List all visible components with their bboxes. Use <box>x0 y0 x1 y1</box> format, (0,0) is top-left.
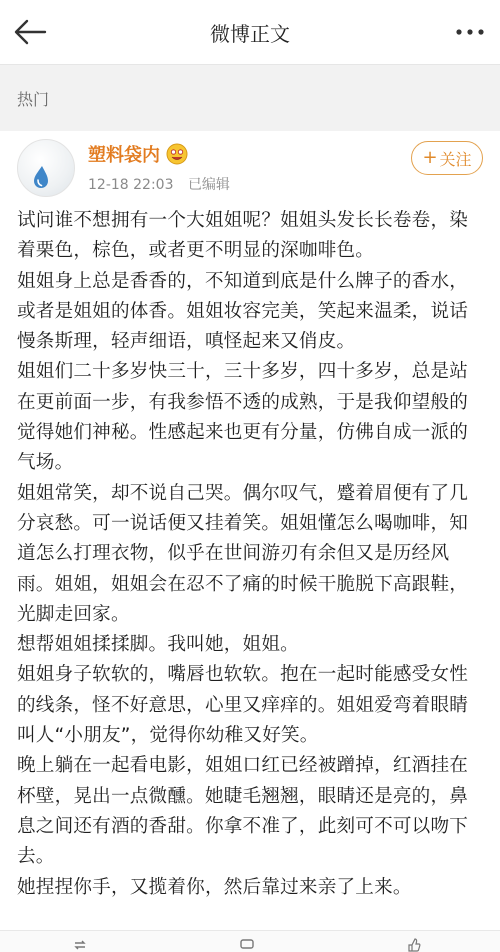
follow-button[interactable] <box>411 141 483 175</box>
post-paragraph: 姐姐身子软软的，嘴唇也软软。抱在一起时能感受女性的线条，怪不好意思，心里又痒痒的。姐姐爱弯着眼睛叫人“小朋友”，觉得你幼稚又好笑。 <box>17 664 469 747</box>
emoji-badge-icon <box>166 143 188 165</box>
top-bar <box>0 0 500 65</box>
like-icon <box>406 937 422 952</box>
post-body <box>17 206 483 903</box>
post-paragraph: 试问谁不想拥有一个大姐姐呢？姐姐头发长长卷卷，染着栗色，棕色，或者更不明显的深咖啡色。 <box>17 210 469 262</box>
user-name[interactable]: 塑料袋内 <box>88 145 160 166</box>
user-name-row <box>88 141 188 167</box>
post-paragraph: 姐姐身上总是香香的，不知道到底是什么牌子的香水，或者是姐姐的体香。姐姐妆容完美，笑起来温柔，说话慢条斯理，轻声细语，嗔怪起来又俏皮。 <box>17 270 469 353</box>
avatar[interactable] <box>17 139 75 197</box>
like-button[interactable] <box>406 937 428 952</box>
post-paragraph: 想帮姐姐揉揉脚。我叫她，姐姐。 <box>17 634 299 656</box>
plus-icon: + <box>422 147 438 168</box>
page-title: 微博正文 <box>210 21 290 46</box>
droplet-avatar-icon <box>18 140 74 196</box>
post-meta <box>88 174 230 194</box>
more-button[interactable] <box>450 12 490 52</box>
post-paragraph: 晚上躺在一起看电影，姐姐口红已经被蹭掉，红酒挂在杯壁，晃出一点微醺。她睫毛翘翘，眼睛还是亮的，鼻息之间还有酒的香甜。你拿不准了，此刻可不可以吻下去。 <box>17 755 469 868</box>
repost-icon <box>72 937 88 952</box>
section-label-hot: 热门 <box>17 89 50 109</box>
repost-button[interactable] <box>72 937 94 952</box>
post-timestamp: 12-18 22:03 <box>88 177 174 193</box>
arrow-left-icon <box>13 19 47 45</box>
action-bar <box>0 930 500 952</box>
edited-label: 已编辑 <box>187 177 230 193</box>
follow-label: 关注 <box>439 149 472 169</box>
comment-icon <box>239 937 255 952</box>
comment-button[interactable] <box>239 937 261 952</box>
more-dots-icon <box>455 28 485 36</box>
post-paragraph: 姐姐们二十多岁快三十，三十多岁，四十多岁，总是站在更前面一步，有我参悟不透的成熟，于是我仰望般的觉得她们神秘。性感起来也更有分量，仿佛自成一派的气场。 <box>17 361 469 474</box>
post-paragraph: 她捏捏你手，又揽着你，然后靠过来亲了上来。 <box>17 876 412 898</box>
post-header <box>0 131 500 203</box>
post-paragraph: 姐姐常笑，却不说自己哭。偶尔叹气，蹙着眉便有了几分哀愁。可一说话便又挂着笑。姐姐懂怎么喝咖啡，知道怎么打理衣物，似乎在世间游刃有余但又是历经风雨。姐姐，姐姐会在忍不了痛的时候干脆脱下高跟鞋，光脚走回家。 <box>17 482 469 625</box>
back-button[interactable] <box>10 12 50 52</box>
section-strip <box>0 65 500 131</box>
